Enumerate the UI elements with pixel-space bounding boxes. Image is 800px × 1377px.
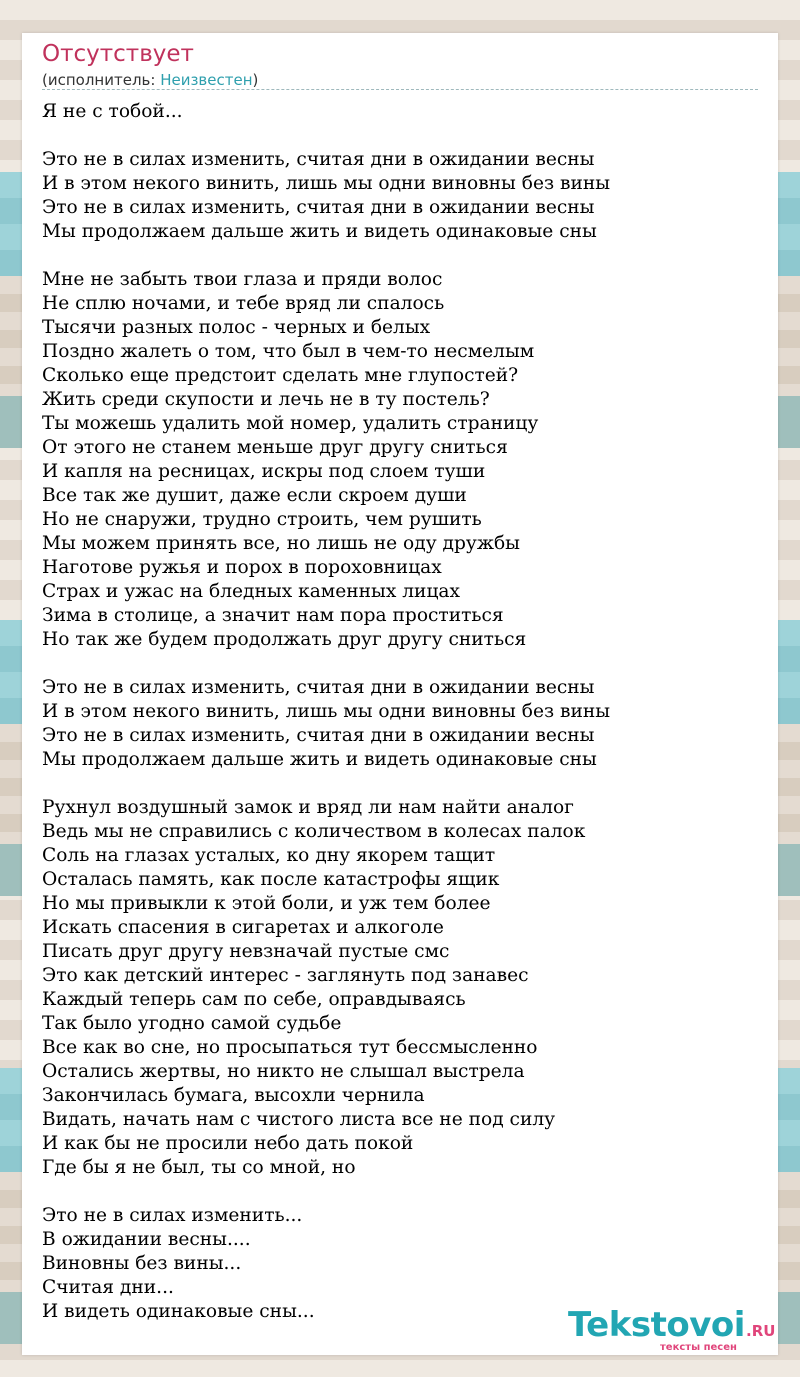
lyric-line: Тысячи разных полос - черных и белых (42, 317, 431, 338)
lyric-line: Писать друг другу невзначай пустые смс (42, 941, 450, 962)
lyric-line: Но мы привыкли к этой боли, и уж тем более (42, 893, 491, 914)
lyric-blank-line (42, 244, 758, 268)
lyric-line: И в этом некого винить, лишь мы одни виновны без вины (42, 173, 611, 194)
lyric-line: Мы можем принять все, но лишь не оду дружбы (42, 533, 520, 554)
lyric-line: Сколько еще предстоит сделать мне глупостей? (42, 365, 519, 386)
lyric-line: Поздно жалеть о том, что был в чем-то несмелым (42, 341, 535, 362)
lyric-line: Все как во сне, но просыпаться тут бессмысленно (42, 1037, 538, 1058)
lyric-line: Жить среди скупости и лечь не в ту постель? (42, 389, 490, 410)
lyric-line: Соль на глазах усталых, ко дну якорем тащит (42, 845, 496, 866)
lyric-line: И как бы не просили небо дать покой (42, 1133, 414, 1154)
lyric-line: Зима в столице, а значит нам пора проститься (42, 605, 504, 626)
lyric-line: И видеть одинаковые сны... (42, 1301, 315, 1322)
lyric-line: Это как детский интерес - заглянуть под занавес (42, 965, 529, 986)
lyric-line: И в этом некого винить, лишь мы одни виновны без вины (42, 701, 611, 722)
lyric-line: Закончилась бумага, высохли чернила (42, 1085, 425, 1106)
lyric-line: Считая дни... (42, 1277, 174, 1298)
lyric-line: Это не в силах изменить, считая дни в ожидании весны (42, 725, 595, 746)
artist-link[interactable]: Неизвестен (160, 71, 253, 89)
lyric-line: И капля на ресницах, искры под слоем туши (42, 461, 486, 482)
lyrics-card (22, 33, 778, 1355)
lyric-line: Это не в силах изменить, считая дни в ожидании весны (42, 149, 595, 170)
logo-wordmark: Tekstovoi (568, 1305, 745, 1345)
lyric-line: Так было угодно самой судьбе (42, 1013, 342, 1034)
logo-tld: .RU (746, 1322, 776, 1340)
lyric-line: Искать спасения в сигаретах и алкоголе (42, 917, 444, 938)
artist-line (42, 71, 258, 89)
lyric-line: Где бы я не был, ты со мной, но (42, 1157, 356, 1178)
lyric-line: От этого не станем меньше друг другу сниться (42, 437, 508, 458)
lyric-line: Это не в силах изменить... (42, 1205, 303, 1226)
lyric-line: Осталась память, как после катастрофы ящик (42, 869, 500, 890)
lyric-line: Видать, начать нам с чистого листа все не под силу (42, 1109, 556, 1130)
lyric-line: Но так же будем продолжать друг другу сниться (42, 629, 527, 650)
lyric-line: Мы продолжаем дальше жить и видеть одинаковые сны (42, 749, 597, 770)
artist-prefix: (исполнитель: (42, 71, 161, 89)
lyric-line: Но не снаружи, трудно строить, чем рушить (42, 509, 482, 530)
lyric-line: Я не с тобой... (42, 101, 183, 122)
lyric-line: Виновны без вины... (42, 1253, 242, 1274)
lyrics-text (42, 100, 758, 1324)
lyric-line: Не сплю ночами, и тебе вряд ли спалось (42, 293, 445, 314)
lyric-line: Мне не забыть твои глаза и пряди волос (42, 269, 443, 290)
lyric-line: Каждый теперь сам по себе, оправдываясь (42, 989, 466, 1010)
song-title: Отсутствует (42, 41, 194, 67)
logo-subtitle: тексты песен (660, 1342, 737, 1353)
lyric-line: В ожидании весны.... (42, 1229, 251, 1250)
lyric-blank-line (42, 772, 758, 796)
lyric-line: Ведь мы не справились с количеством в колесах палок (42, 821, 586, 842)
lyric-line: Ты можешь удалить мой номер, удалить страницу (42, 413, 539, 434)
lyric-blank-line (42, 652, 758, 676)
title-divider (42, 89, 758, 90)
lyric-line: Рухнул воздушный замок и вряд ли нам найти аналог (42, 797, 574, 818)
lyric-line: Все так же душит, даже если скроем души (42, 485, 467, 506)
lyric-blank-line (42, 1180, 758, 1204)
lyric-line: Мы продолжаем дальше жить и видеть одинаковые сны (42, 221, 597, 242)
lyric-line: Это не в силах изменить, считая дни в ожидании весны (42, 197, 595, 218)
lyric-blank-line (42, 124, 758, 148)
lyric-line: Это не в силах изменить, считая дни в ожидании весны (42, 677, 595, 698)
lyric-line: Остались жертвы, но никто не слышал выстрела (42, 1061, 525, 1082)
lyric-line: Наготове ружья и порох в пороховницах (42, 557, 442, 578)
artist-suffix: ) (252, 71, 259, 89)
site-logo[interactable] (568, 1305, 776, 1355)
lyric-line: Страх и ужас на бледных каменных лицах (42, 581, 460, 602)
